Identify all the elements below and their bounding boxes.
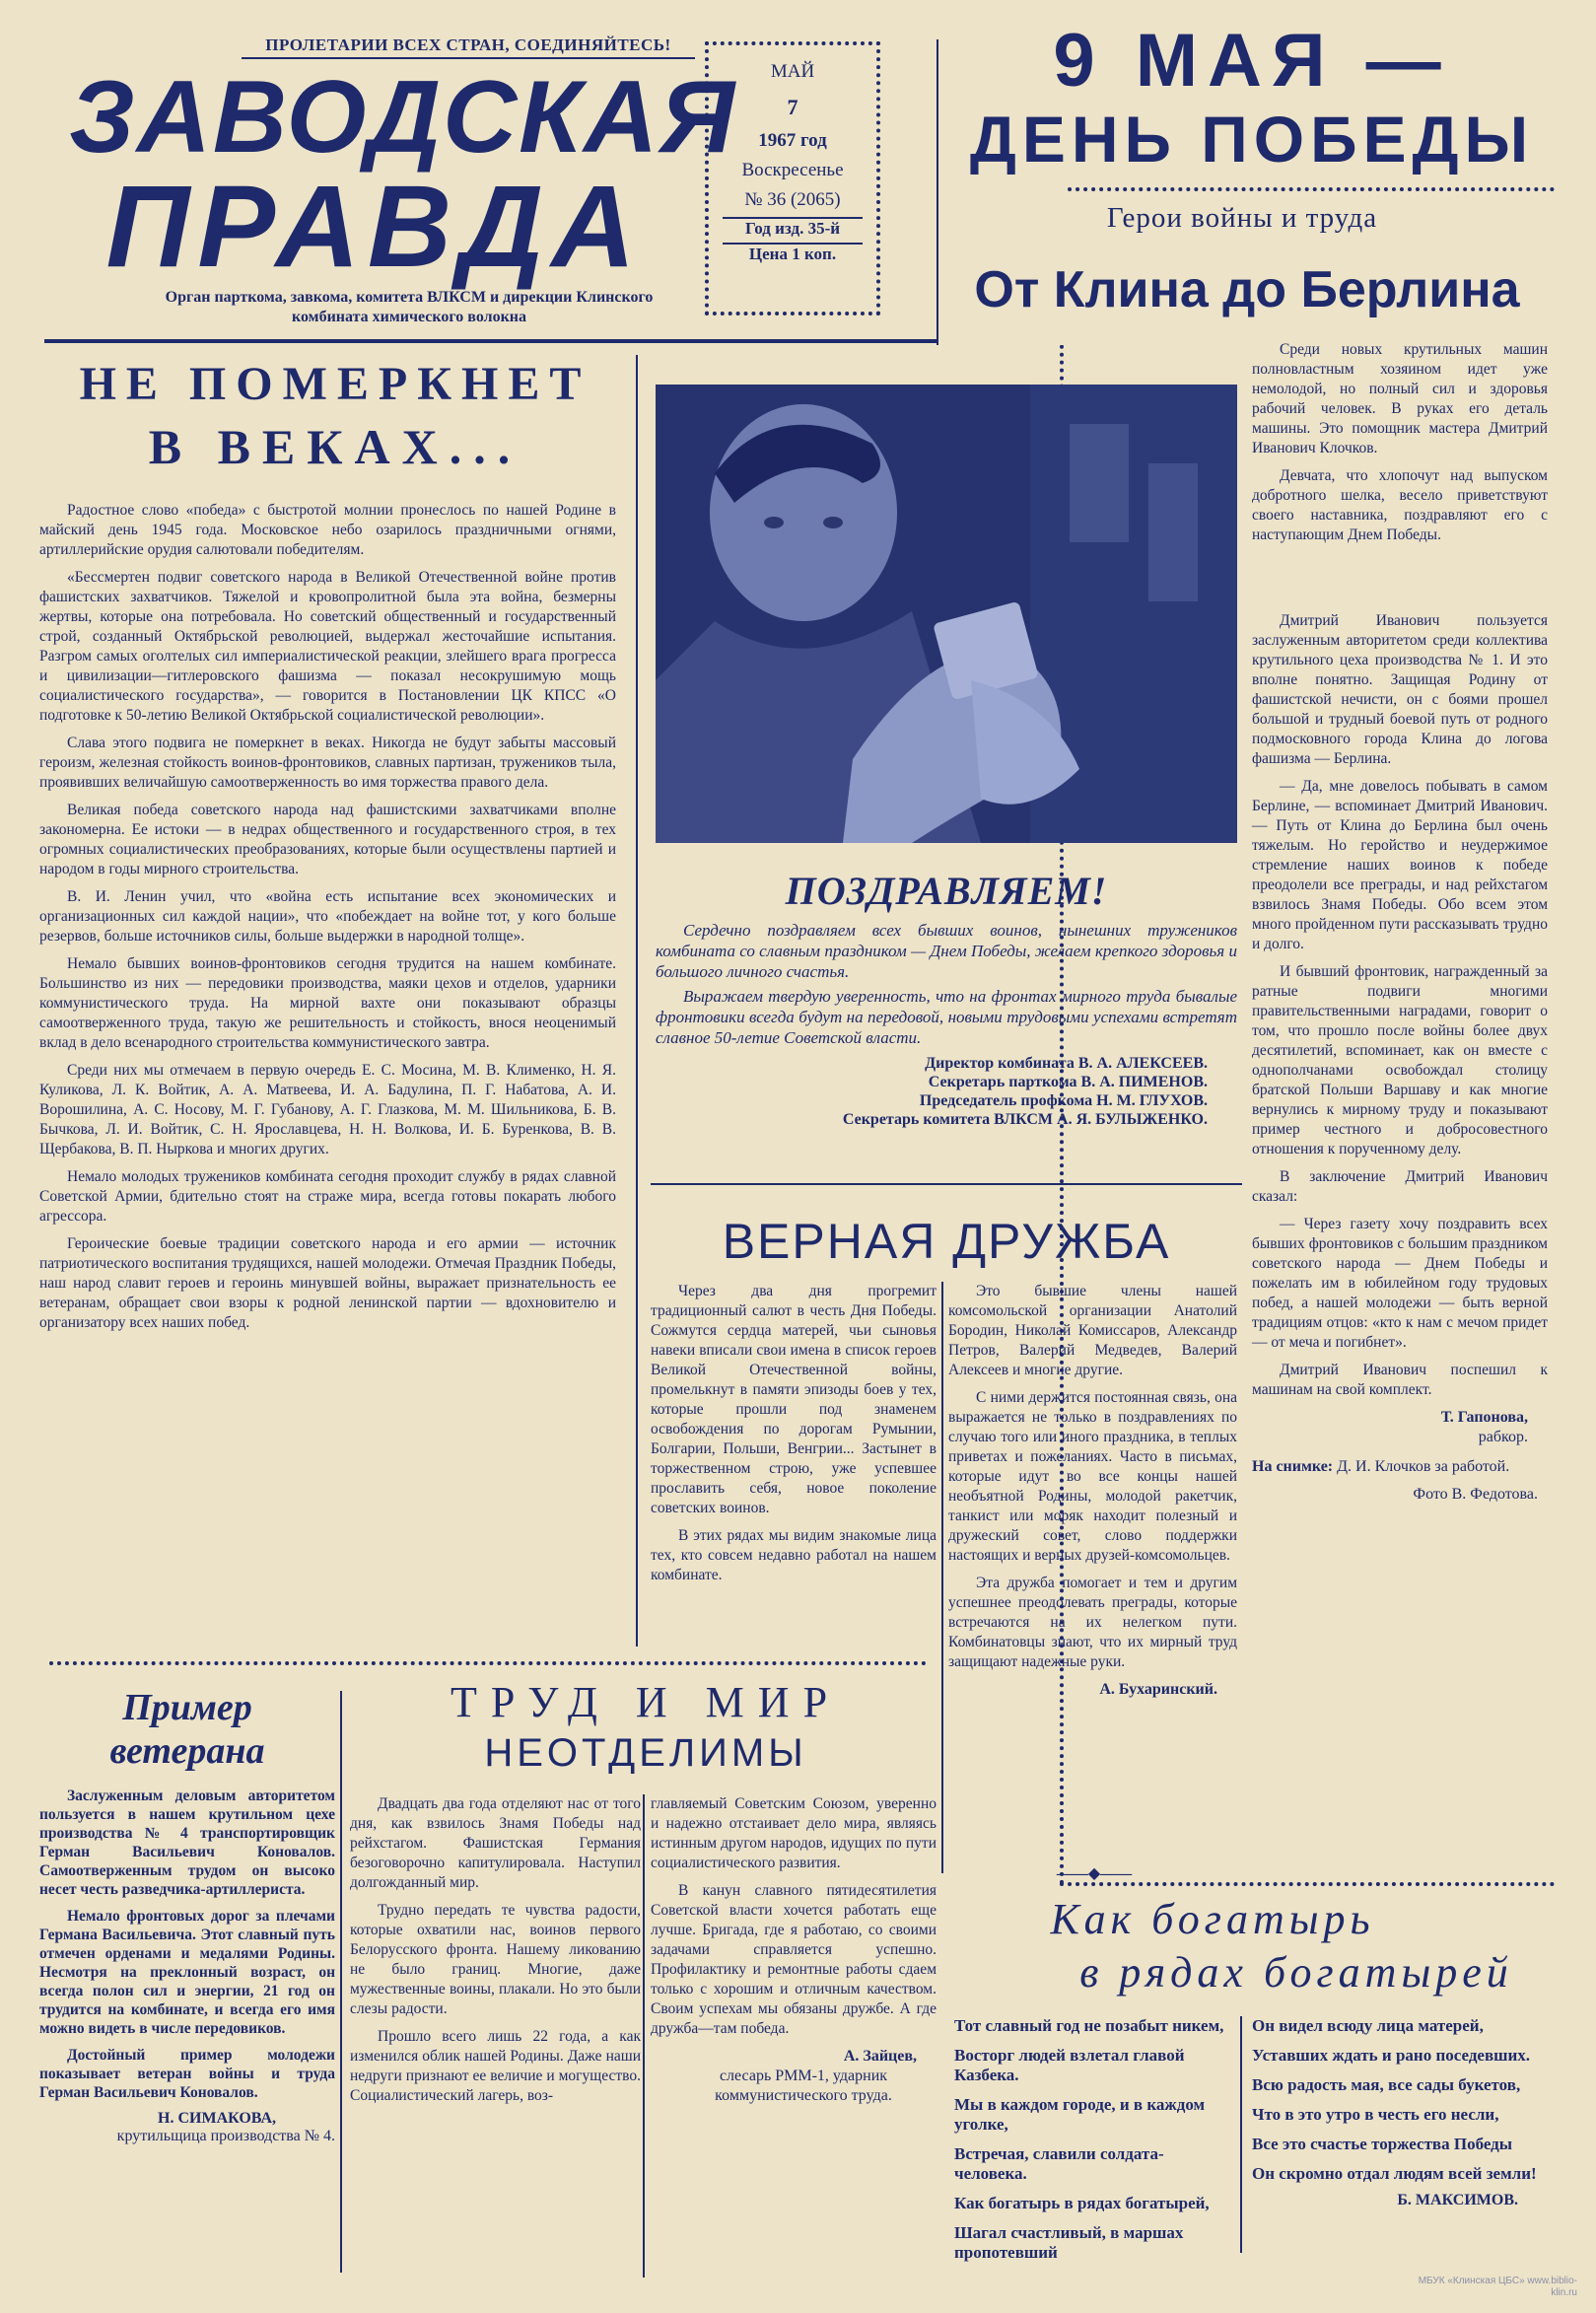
photo-illustration <box>656 385 1237 843</box>
right-article-paragraph: В заключение Дмитрий Иванович сказал: <box>1252 1168 1548 1205</box>
issue-month: МАЙ <box>770 61 815 82</box>
poem-line: Как богатырь в рядах богатырей, <box>954 2194 1210 2212</box>
veteran-paragraph: Заслуженным деловым авторитетом пользуется в нашем крутильном цехе производства № 4 транспортировщик Герман Васильевич Коновалов. Самоотверженным трудом он высоко несет честь разведчика-артиллериста. <box>39 1787 335 1898</box>
poem-line: Шагал счастливый, в маршах пропотевший <box>954 2223 1184 2262</box>
issue-box <box>705 41 880 315</box>
right-article-body <box>1252 340 1548 553</box>
right-article-body-2 <box>1252 611 1548 1505</box>
masthead-slogan: ПРОЛЕТАРИИ ВСЕХ СТРАН, СОЕДИНЯЙТЕСЬ! <box>242 35 695 59</box>
poem-stanza1 <box>954 2016 1230 2263</box>
poem-line: Мы в каждом городе, и в каждом уголке, <box>954 2095 1206 2134</box>
masthead-underline <box>44 339 937 343</box>
editorial-body <box>39 501 616 1333</box>
issue-number: № 36 (2065) <box>744 189 841 210</box>
headline-line1: 9 МАЯ — <box>1053 19 1451 103</box>
masthead-subtitle: Орган парткома, завкома, комитета ВЛКСМ и дирекции Клинского комбината химического волокна <box>165 289 654 325</box>
poem-stanza2 <box>1252 2016 1548 2209</box>
friendship-paragraph: Через два дня прогремит традиционный салют в честь Дня Победы. Сожмутся сердца матерей, чьи сыновья навеки вписали свои имена в список героев Великой Отечественной войны, промелькнут в памяти эпизоды боев у тех, которые прошли под знаменем освобождения по дорогам Румынии, Болгарии, Польши, Венгрии... Застынет в торжественном строю, уже успевшее прославить себя, новое поколение советских воинов. <box>651 1283 937 1516</box>
right-article-paragraph: — Да, мне довелось побывать в самом Берлине, — вспоминает Дмитрий Иванович. — Путь от Клина до Берлина был очень тяжелым. Но геройство и неудержимое стремление наших воинов к победе преодолели все преграды, и над рейхстагом взвилось Знамя Победы. Обо всем этом много пройденном пути рассказывать трудно и долго. <box>1252 778 1548 952</box>
editorial-paragraph: Немало молодых тружеников комбината сегодня проходит службу в рядах славной Советской Армии, бдительно стоят на страже мира, всегда готовы покарать любого агрессора. <box>39 1168 616 1225</box>
column-divider-left <box>636 355 638 1647</box>
labor-peace-col2 <box>651 1794 937 2106</box>
friendship-col-divider <box>941 1282 943 1873</box>
editorial-paragraph: Героические боевые традиции советского народа и его армии — источник патриотического воспитания трудящихся, нашей молодежи. Отмечая Праздник Победы, наш народ славит героев и героинь минувшей войны, выражает признательность ее ветеранам, обращает свои взоры к родной ленинской партии — вдохновителю и организатору всех наших побед. <box>39 1235 616 1331</box>
section-dotted-divider <box>49 1661 927 1665</box>
editorial-paragraph: Среди них мы отмечаем в первую очередь Е. С. Мосина, М. В. Клименко, Н. Я. Куликова, Л. К. Войтик, А. А. Матвеева, И. А. Бадулина, П. Г. Набатова, А. И. Ворошилина, А. С. Носову, М. Г. Губанову, А. Г. Глазкова, М. М. Шильникова, Б. В. Бычкова, Л. И. Войтик, С. Н. Ярославцева, Н. Н. Волкова, И. Б. Буренкова, В. В. Щербакова, В. П. Ныркова и многих других. <box>39 1062 616 1157</box>
congrats-signature: Секретарь парткома В. А. ПИМЕНОВ. <box>928 1074 1208 1090</box>
right-article-paragraph: Дмитрий Иванович пользуется заслуженным авторитетом среди коллектива крутильного цеха производства № 1. И это вполне понятно. Защищая Родину от фашистской нечисти, он с боями прошел большой и трудный боевой путь от родного подмосковного города Клина до логова фашизма — Берлина. <box>1252 612 1548 767</box>
congrats <box>656 868 1237 1129</box>
veteran-divider <box>340 1691 342 2273</box>
masthead-title-line1: ЗАВОДСКАЯ <box>69 60 737 175</box>
friendship-author: А. Бухаринский. <box>1099 1681 1217 1698</box>
editorial-paragraph: Радостное слово «победа» с быстротой молнии пронеслось по нашей Родине в майский день 1945 года. Московское небо озарилось праздничными огнями, артиллерийские орудия салютовали победителям. <box>39 502 616 558</box>
issue-weekday: Воскресенье <box>741 160 844 180</box>
right-article-paragraph: — Через газету хочу поздравить всех бывших фронтовиков с большим праздником советского народа — Днем Победы и пожелать им в юбилейном году трудовых побед, а нашей молодежи — быть верной традициям отцов: «кто к нам с мечом придет — от меча и погибнет». <box>1252 1216 1548 1351</box>
poem-line: Встречая, славили солдата-человека. <box>954 2144 1164 2183</box>
photo-klochkov <box>656 385 1237 843</box>
friendship-col2 <box>948 1282 1237 1700</box>
issue-year: 1967 год <box>758 130 827 151</box>
labor-peace-col1 <box>350 1794 641 2114</box>
right-article-paragraph: Девчата, что хлопочут над выпуском добротного шелка, весело приветствуют своего наставника, поздравляют его с наступающим Днем Победы. <box>1252 467 1548 543</box>
labor-peace-paragraph: В канун славного пятидесятилетия Советской власти хочется работать еще лучше. Бригада, где я работаю, со своими задачами справляется успешно. Профилактику и ремонтные работы сдаем только с хорошим и отличным качеством. Своим успехам мы обязаны дружбе. А где дружба—там победа. <box>651 1882 937 2037</box>
right-article-paragraph: Среди новых крутильных машин полновластным хозяином идет уже немолодой, но полный сил и здоровья рабочий человек. В руках его деталь машины. Это помощник мастера Дмитрий Иванович Клочков. <box>1252 341 1548 456</box>
congrats-signature: Председатель профкома Н. М. ГЛУХОВ. <box>919 1092 1208 1109</box>
friendship-paragraph: Эта дружба помогает и тем и другим успешнее преодолевать преграды, которые встречаются на их нелегком пути. Комбинатовцы знают, что их мирный труд защищают надежные руки. <box>948 1575 1237 1670</box>
friendship-paragraph: В этих рядах мы видим знакомые лица тех, кто совсем недавно работал на нашем комбинате. <box>651 1527 937 1583</box>
poem-line: Что в это утро в честь его несли, <box>1252 2105 1499 2124</box>
congrats-paragraph: Сердечно поздравляем всех бывших воинов, нынешних тружеников комбината со славным праздником — Днем Победы, желаем крепкого здоровья и большого личного счастья. <box>656 921 1237 981</box>
poem-title-line1: Как богатырь <box>1050 1895 1375 1943</box>
labor-peace-paragraph: Прошло всего лишь 22 года, а как изменился облик нашей Родины. Даже наши недруги признают ее величие и могущество. Социалистический лагерь, воз- <box>350 2028 641 2104</box>
editorial-title-line2: В ВЕКАХ... <box>148 419 522 474</box>
issue-price: Цена 1 коп. <box>723 243 863 264</box>
congrats-signature: Секретарь комитета ВЛКСМ А. Я. БУЛЫЖЕНКО. <box>842 1111 1208 1128</box>
labor-peace-paragraph: Трудно передать те чувства радости, которые охватили нас, воинов первого Белорусского фронта. Нашему ликованию не было границ. Многие, даже мужественные воины, плакали. Но это были слезы радости. <box>350 1902 641 2017</box>
veteran-paragraph: Достойный пример молодежи показывает ветеран войны и труда Герман Васильевич Коновалов. <box>39 2047 335 2101</box>
right-article-rubric: Герои войны и труда <box>1106 202 1378 234</box>
ornament-divider: ——◆—— <box>1056 1865 1133 1882</box>
editorial-paragraph: «Бессмертен подвиг советского народа в Великой Отечественной войне против фашистских захватчиков. Тяжелой и кровопролитной была эта война, безмерны жертвы, которые она потребовала. Но советский общественный и государственный строй, созданный Октябрьской революцией, выдержал жесточайшие испытания. Разгром самых оголтелых сил империалистической реакции, злейшего врага прогресса и цивилизации—гитлеровского фашизма — показал несокрушимую мощь социалистического государства», — говорится в Постановлении ЦК КПСС «О подготовке к 50-летию Великой Октябрьской социалистической революции». <box>39 569 616 724</box>
header-divider <box>937 39 938 345</box>
friendship-col1 <box>651 1282 937 1593</box>
poem-line: Тот славный год не позабыт никем, <box>954 2016 1224 2035</box>
editorial-paragraph: В. И. Ленин учил, что «война есть испытание всех экономических и организационных сил каждой нации», что «побеждает на войне тот, у кого больше резервов, больше источников силы, больше выдержки в народной толще». <box>39 888 616 945</box>
labor-peace-author-role: слесарь РММ-1, ударник коммунистического труда. <box>715 2068 892 2104</box>
congrats-divider <box>651 1183 1242 1185</box>
caption-label: На снимке: <box>1252 1458 1334 1475</box>
friendship-paragraph: Это бывшие члены нашей комсомольской организации Анатолий Бородин, Николай Комиссаров, Александр Петров, Валерий Медведев, Валерий Алексеев и многие другие. <box>948 1283 1237 1378</box>
editorial-title-line1: НЕ ПОМЕРКНЕТ <box>79 358 591 410</box>
issue-day: 7 <box>787 95 798 119</box>
poem-line: Восторг людей взлетал главой Казбека. <box>954 2046 1185 2084</box>
labor-peace-paragraph: главляемый Советским Союзом, уверенно и надежно отстаивает дело мира, являясь истинным другом народов, идущих по пути социалистического развития. <box>651 1795 937 1871</box>
masthead-title-line2: ПРАВДА <box>105 162 644 292</box>
poem-divider <box>1240 2016 1242 2253</box>
friendship-title: ВЕРНАЯ ДРУЖБА <box>722 1214 1171 1269</box>
editorial-paragraph: Великая победа советского народа над фашистскими захватчиками вполне закономерна. Ее истоки — в недрах общественного и государственного строя, в тех огромных социалистических преобразованиях, которые были осуществлены партией и народом в годы мирного строительства. <box>39 802 616 877</box>
editorial-paragraph: Немало бывших воинов-фронтовиков сегодня трудится на нашем комбинате. Большинство из них — передовики производства, маяки цехов и отделов, ударники коммунистического труда. На мирной вахте они показывают образцы самоотверженного труда, такую же решительность и стойкость, внося неоценимый вклад в дело всенародного строительства коммунистического завтра. <box>39 955 616 1051</box>
veteran-author: Н. СИМАКОВА, <box>158 2110 276 2127</box>
editorial-paragraph: Слава этого подвига не померкнет в веках. Никогда не будут забыты массовый героизм, железная стойкость воинов-фронтовиков, славных партизан, тружеников тыла, проявивших величайшую самоотверженность во имя торжества правого дела. <box>39 735 616 791</box>
labor-peace-title-line2: НЕОТДЕЛИМЫ <box>484 1731 807 1775</box>
photo-credit: Фото В. Федотова. <box>1413 1486 1538 1503</box>
labor-peace-col-divider <box>643 1794 645 2278</box>
right-article-author: Т. Гапонова, <box>1440 1409 1528 1426</box>
congrats-signature: Директор комбината В. А. АЛЕКСЕЕВ. <box>925 1055 1208 1072</box>
veteran-title-line2: ветерана <box>109 1730 265 1772</box>
issue-volume: Год изд. 35-й <box>723 217 863 239</box>
poem-title <box>946 1893 1558 1999</box>
poem-line: Все это счастье торжества Победы <box>1252 2135 1513 2153</box>
right-article-paragraph: Дмитрий Иванович поспешил к машинам на свой комплект. <box>1252 1362 1548 1398</box>
headline-line2: ДЕНЬ ПОБЕДЫ <box>969 103 1535 175</box>
labor-peace-paragraph: Двадцать два года отделяют нас от того дня, как взвилось Знамя Победы над рейхстагом. Фашистская Германия безоговорочно капитулировала. Наступил долгожданный мир. <box>350 1795 641 1891</box>
friendship-paragraph: С ними держится постоянная связь, она выражается не только в поздравлениях по случаю того или иного праздника, в теплых приветах и пожеланиях. Часто в письмах, которые идут во все концы нашей необъятной Родины, молодой ракетчик, танкист или моряк находит полезный и дружеский совет, слово поддержки настоящих и верных друзей-комсомольцев. <box>948 1389 1237 1564</box>
labor-peace-title <box>350 1676 941 1777</box>
veteran-title-line1: Пример <box>122 1687 252 1728</box>
poem-line: Он скромно отдал людям всей земли! <box>1252 2164 1537 2183</box>
watermark: МБУК «Клинская ЦБС» www.biblio-klin.ru <box>1418 2276 1577 2298</box>
caption-text: Д. И. Клочков за работой. <box>1337 1458 1510 1475</box>
poem-author: Б. МАКСИМОВ. <box>1397 2192 1518 2208</box>
poem-title-line2: в рядах богатырей <box>1079 1948 1513 1997</box>
veteran-author-role: крутильщица производства № 4. <box>116 2128 335 2144</box>
veteran <box>39 1686 335 2145</box>
congrats-title: ПОЗДРАВЛЯЕМ! <box>785 869 1108 913</box>
poem-line: Уставших ждать и рано поседевших. <box>1252 2046 1531 2065</box>
right-article-paragraph: И бывший фронтовик, награжденный за ратные подвиги многими правительственными наградами, говорит о том, что прошло после войны более двух десятилетий, вспоминает, как он вместе с однополчанами освобождал столицу братской Польши Варшаву и как многие вернулись к мирному труду и показывают пример честного и добросовестного отношения к порученному делу. <box>1252 963 1548 1157</box>
right-article-title: От Клина до Берлина <box>974 261 1520 318</box>
veteran-paragraph: Немало фронтовых дорог за плечами Германа Васильевича. Этот славный путь отмечен орденами и медалями Родины. Несмотря на преклонный возраст, он всегда полон сил и энергии, 21 год он трудится на комбинате, и всегда его имя можно видеть в числе передовиков. <box>39 1908 335 2037</box>
labor-peace-author: А. Зайцев, <box>843 2048 917 2065</box>
headline <box>946 19 1558 177</box>
congrats-paragraph: Выражаем твердую уверенность, что на фронтах мирного труда бывалые фронтовики всегда будут на передовой, новыми трудовыми успехами встретят славное 50-летие Советской власти. <box>656 987 1237 1047</box>
editorial <box>39 355 631 1341</box>
masthead <box>39 30 737 345</box>
poem-line: Он видел всюду лица матерей, <box>1252 2016 1484 2035</box>
poem-line: Всю радость мая, все сады букетов, <box>1252 2075 1521 2094</box>
right-article-author-role: рабкор. <box>1478 1429 1528 1445</box>
labor-peace-title-line1: ТРУД И МИР <box>450 1678 842 1726</box>
